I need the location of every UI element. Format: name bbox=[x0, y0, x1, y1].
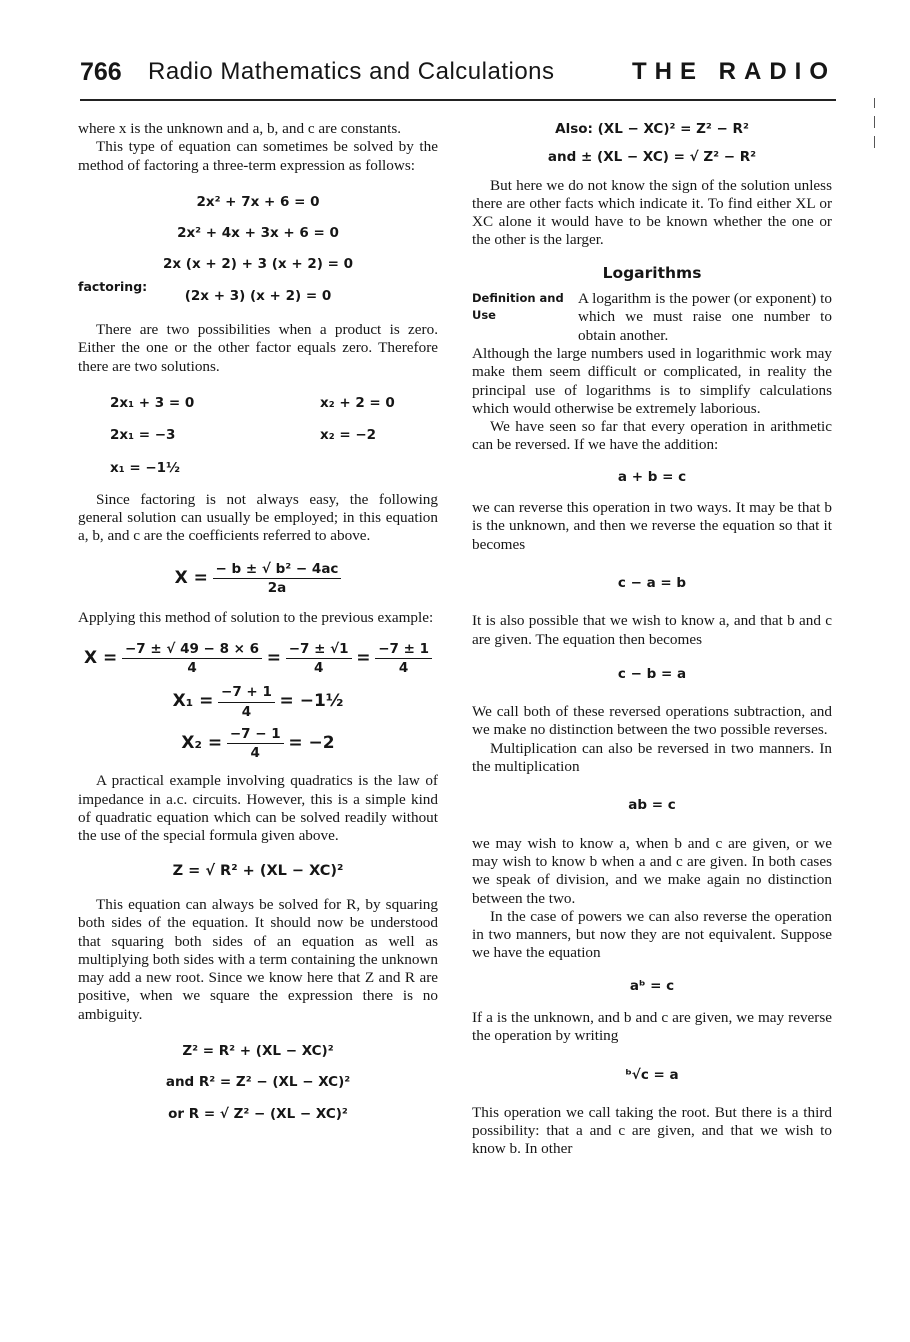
equation: 2x₁ + 3 = 0 bbox=[110, 394, 195, 411]
worked-example bbox=[78, 640, 438, 678]
paragraph: A practical example involving quadratics is the law of impedance in a.c. circuits. However, this is a simple kind of quadratic equation which can be solved readily without the use of the special formula given above. bbox=[78, 772, 438, 845]
equation: or R = √ Z² − (XL − XC)² bbox=[168, 1105, 348, 1122]
equation-rhs: = −2 bbox=[288, 732, 335, 753]
equation-rhs: = −1½ bbox=[279, 691, 344, 712]
margin-mark bbox=[874, 136, 875, 148]
equation: (2x + 3) (x + 2) = 0 bbox=[184, 287, 332, 304]
factoring-label: factoring: bbox=[78, 278, 148, 294]
equation-lhs: X₁ = bbox=[172, 691, 214, 712]
equation: ᵇ√c = a bbox=[625, 1066, 679, 1083]
section-heading: Logarithms bbox=[602, 263, 702, 282]
equals-sign: = bbox=[266, 647, 282, 668]
paragraph: Although the large numbers used in logarithmic work may make them seem difficult or complicated, in reality the principal use of logarithms is to simplify calculations which would otherwise be extremely laborious. bbox=[472, 344, 832, 417]
solution-x1 bbox=[78, 683, 438, 721]
equation: a + b = c bbox=[617, 468, 687, 485]
equation-lhs: X₂ = bbox=[181, 732, 223, 753]
numerator: −7 − 1 bbox=[227, 725, 284, 744]
equals-sign: = bbox=[356, 647, 371, 668]
equation: c − b = a bbox=[617, 665, 687, 682]
equation: 2x₁ = −3 bbox=[110, 427, 176, 444]
paragraph: But here we do not know the sign of the solution unless there are other facts which indicate it. To find either XL or XC alone it would have to be known whether the one or the other is the larger. bbox=[472, 176, 832, 249]
paragraph: We call both of these reversed operations subtraction, and we make no distinction between the two possible reverses. bbox=[472, 703, 832, 739]
factoring-block bbox=[78, 193, 438, 305]
fraction bbox=[227, 725, 284, 763]
numerator: −7 ± 1 bbox=[375, 640, 432, 659]
numerator: −7 ± √ 49 − 8 × 6 bbox=[122, 640, 262, 659]
numerator: − b ± √ b² − 4ac bbox=[213, 560, 342, 579]
fraction bbox=[122, 640, 262, 678]
paragraph: If a is the unknown, and b and c are given, we may reverse the operation by writing bbox=[472, 1008, 832, 1045]
equation: c − a = b bbox=[617, 574, 687, 591]
impedance-equation: Z = √ R² + (XL − XC)² bbox=[172, 862, 344, 879]
equation-lhs: X = bbox=[83, 647, 118, 668]
paragraph: we can reverse this operation in two ways. It may be that b is the unknown, and then we reverse the equation so that it becomes bbox=[472, 499, 832, 553]
margin-mark bbox=[874, 116, 875, 128]
right-column bbox=[472, 120, 832, 1159]
paragraph: Multiplication can also be reversed in two manners. In the multiplication bbox=[472, 739, 832, 776]
paragraph: where x is the unknown and a, b, and c are constants. bbox=[78, 120, 402, 137]
equation-lhs: X = bbox=[174, 567, 208, 588]
equation: and R² = Z² − (XL − XC)² bbox=[165, 1074, 351, 1091]
left-column bbox=[78, 120, 438, 1136]
definition-block bbox=[472, 290, 832, 345]
equation: x₂ = −2 bbox=[320, 427, 377, 444]
denominator: 2a bbox=[267, 580, 287, 597]
equation: Z² = R² + (XL − XC)² bbox=[182, 1042, 334, 1059]
paragraph: We have seen so far that every operation in arithmetic can be reversed. If we have the addition: bbox=[472, 418, 832, 454]
denominator: 4 bbox=[313, 659, 324, 676]
fraction bbox=[286, 640, 352, 678]
quadratic-formula bbox=[78, 560, 438, 598]
sidehead-label: Definition and Use bbox=[472, 291, 564, 323]
equation: ab = c bbox=[628, 797, 676, 814]
equation: 2x² + 7x + 6 = 0 bbox=[196, 193, 320, 210]
paragraph: There are two possibilities when a product is zero. Either the one or the other factor equals zero. Therefore there are two solutions. bbox=[78, 321, 438, 375]
book-title: THE RADIO bbox=[632, 58, 836, 85]
paragraph: In the case of powers we can also reverse the operation in two manners, but now they are not equivalent. Suppose we have the equation bbox=[472, 907, 832, 962]
running-title: Radio Mathematics and Calculations bbox=[148, 58, 555, 85]
header-rule bbox=[80, 99, 836, 101]
paragraph: Since factoring is not always easy, the following general solution can usually be employed; in this equation a, b, and c are the coefficients referred to above. bbox=[78, 490, 438, 545]
paragraph: It is also possible that we wish to know a, and that b and c are given. The equation then becomes bbox=[472, 612, 832, 648]
equation: 2x² + 4x + 3x + 6 = 0 bbox=[177, 225, 339, 242]
denominator: 4 bbox=[398, 659, 409, 676]
page-header bbox=[80, 58, 836, 94]
denominator: 4 bbox=[250, 745, 260, 762]
page-number: 766 bbox=[80, 58, 122, 86]
paragraph: This equation can always be solved for R, by squaring both sides of the equation. It should now be understood that squaring both sides of an equation as well as multiplying both sides with a term containing the unknown may add a new root. Since we know here that Z and R are positive, when we square the expression there is no ambiguity. bbox=[78, 895, 438, 1023]
equation: x₂ + 2 = 0 bbox=[320, 394, 395, 411]
fraction bbox=[213, 560, 342, 598]
denominator: 4 bbox=[241, 703, 252, 720]
equation: x₁ = −1½ bbox=[110, 459, 181, 476]
solution-x2 bbox=[78, 725, 438, 763]
denominator: 4 bbox=[187, 659, 197, 676]
solutions-block bbox=[78, 394, 438, 477]
paragraph: This operation we call taking the root. But there is a third possibility: that a and c are given, and that we wish to know b. In other bbox=[472, 1103, 832, 1158]
numerator: −7 ± √1 bbox=[286, 640, 352, 659]
margin-mark bbox=[874, 98, 875, 108]
equation: 2x (x + 2) + 3 (x + 2) = 0 bbox=[162, 256, 353, 273]
equation: aᵇ = c bbox=[629, 977, 675, 994]
numerator: −7 + 1 bbox=[218, 683, 275, 702]
equation: Also: (XL − XC)² = Z² − R² bbox=[555, 121, 749, 137]
fraction bbox=[375, 640, 432, 678]
equation: and ± (XL − XC) = √ Z² − R² bbox=[547, 149, 757, 166]
paragraph: Applying this method of solution to the previous example: bbox=[78, 609, 434, 627]
paragraph: we may wish to know a, when b and c are given, or we may wish to know b when a and c are given. In both cases we speak of division, and we make again no distinction between the two. bbox=[472, 834, 832, 907]
fraction bbox=[218, 683, 275, 721]
paragraph: This type of equation can sometimes be solved by the method of factoring a three-term expression as follows: bbox=[78, 138, 438, 174]
paragraph: A logarithm is the power (or exponent) to which we must raise one number to obtain another. bbox=[578, 290, 832, 344]
